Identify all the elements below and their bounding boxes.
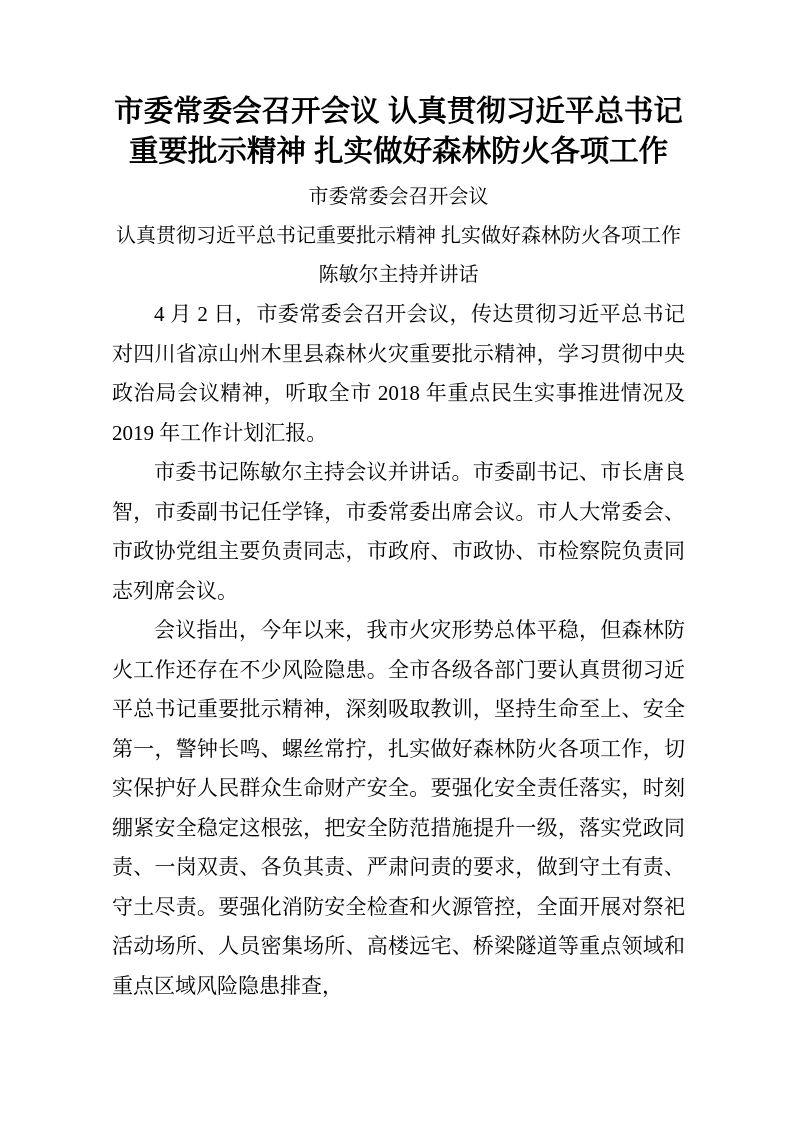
paragraph-3: 会议指出，今年以来，我市火灾形势总体平稳，但森林防火工作还存在不少风险隐患。全市各级各部门要认真贯彻习近平总书记重要批示精神，深刻吸取教训，坚持生命至上、安全第一，警钟长鸣、螺丝常拧，扎实做好森林防火各项工作，切实保护好人民群众生命财产安全。要强化安全责任落实，时刻绷紧安全稳定这根弦，把安全防范措施提升一级，落实党政同责、一岗双责、各负其责、严肃问责的要求，做到守土有责、守土尽责。要强化消防安全检查和火源管控，全面开展对祭祀活动场所、人员密集场所、高楼远宅、桥梁隧道等重点领域和重点区域风险隐患排查， xyxy=(112,618,685,998)
subtitle-line-1: 市委常委会召开会议 xyxy=(308,186,489,208)
byline: 陈敏尔主持并讲话 xyxy=(318,264,479,286)
paragraph-2: 市委书记陈敏尔主持会议并讲话。市委副书记、市长唐良智，市委副书记任学锋，市委常委出席会议。市人大常委会、市政协党组主要负责同志，市政府、市政协、市检察院负责同志列席会议。 xyxy=(112,460,685,603)
subtitle-line-2: 认真贯彻习近平总书记重要批示精神 扎实做好森林防火各项工作 xyxy=(116,225,681,247)
paragraph-1: 4 月 2 日，市委常委会召开会议，传达贯彻习近平总书记对四川省凉山州木里县森林火灾重要批示精神，学习贯彻中央政治局会议精神，听取全市 2018 年重点民生实事推进情况及 2019 年工作计划汇报。 xyxy=(112,302,685,445)
document-title: 市委常委会召开会议 认真贯彻习近平总书记重要批示精神 扎实做好森林防火各项工作 xyxy=(114,95,683,168)
